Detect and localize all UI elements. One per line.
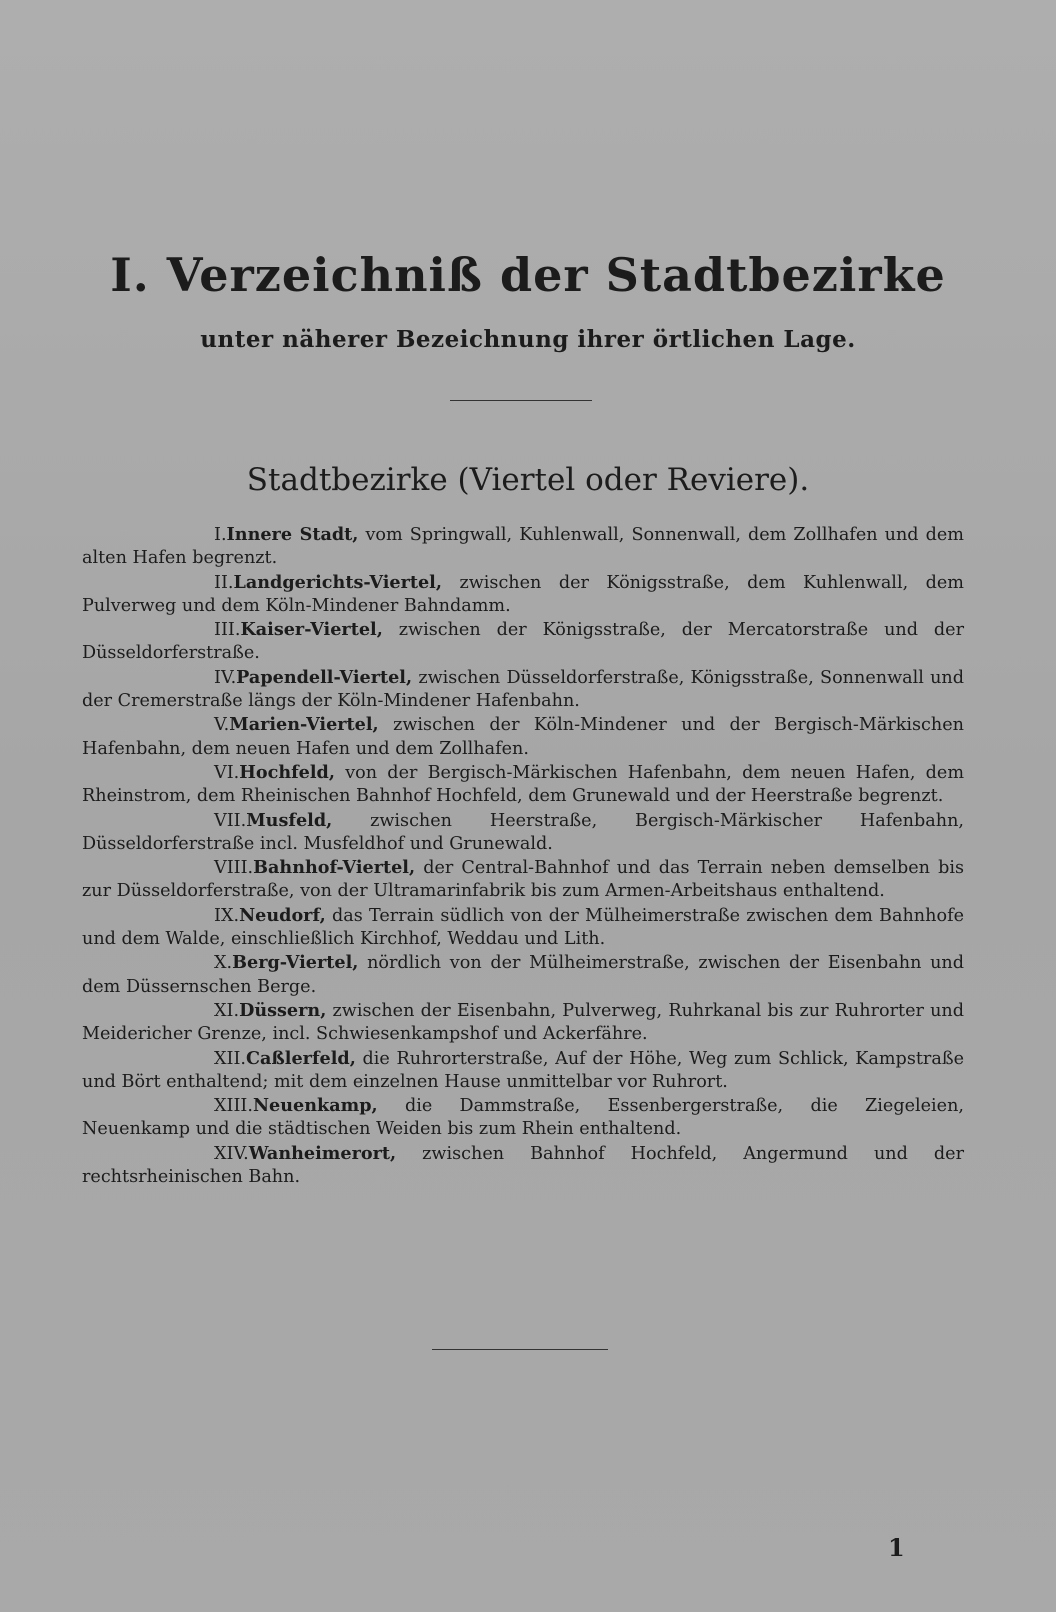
closing-rule [432,1349,608,1350]
district-description: vom Springwall, Kuhlenwall, Sonnenwall, dem Zollhafen und dem alten Hafen begrenzt. [82,525,964,569]
district-entry [82,951,964,999]
district-description: nördlich von der Mülheimerstraße, zwischen der Eisenbahn und dem Düssernschen Berge. [82,953,964,997]
district-name: Innere Stadt, [226,524,359,545]
district-description: von der Bergisch-Märkischen Hafenbahn, dem neuen Hafen, dem Rheinstrom, dem Rheinischen Bahnhof Hochfeld, dem Grunewald und der Heerstraße begrenzt. [82,762,964,807]
district-entry [82,761,964,809]
district-description: zwischen Bahnhof Hochfeld, Angermund und der rechtsrheinischen Bahn. [82,1143,964,1188]
district-number: II. [214,572,234,593]
section-heading: Stadtbezirke (Viertel oder Reviere). [246,462,810,498]
district-name: Hochfeld, [239,761,335,783]
district-entry [82,618,964,666]
district-entry [82,523,964,571]
district-entry [82,904,964,952]
district-description: die Ruhrorterstraße, Auf der Höhe, Weg zum Schlick, Kampstraße und Bört enthaltend; mit dem einzelnen Hause unmittelbar vor Ruhrort. [82,1048,964,1092]
district-entry [82,999,964,1047]
district-number: XIV. [214,1143,249,1164]
district-description: der Central-Bahnhof und das Terrain neben demselben bis zur Düsseldorferstraße, von der Ultramarinfabrik bis zum Armen-Arbeitshaus enthaltend. [82,858,964,902]
district-name: Musfeld, [246,809,333,831]
district-description: zwischen der Eisenbahn, Pulverweg, Ruhrkanal bis zur Ruhrorter und Meidericher Grenze, incl. Schwiesenkampshof und Ackerfähre. [82,1000,964,1045]
district-number: IX. [214,905,240,926]
district-number: VII. [214,810,247,831]
district-description: zwischen der Königsstraße, der Mercatorstraße und der Düsseldorferstraße. [82,620,964,664]
district-description: zwischen der Köln-Mindener und der Bergisch-Märkischen Hafenbahn, dem neuen Hafen und dem Zollhafen. [82,715,964,759]
district-name: Marien-Viertel, [229,714,379,736]
district-list [82,523,964,1189]
page-subtitle: unter näherer Bezeichnung ihrer örtlichen Lage. [200,326,856,353]
district-name: Berg-Viertel, [232,952,359,974]
district-number: VIII. [214,858,254,879]
divider-rule [450,400,592,401]
district-number: III. [214,620,241,641]
district-name: Neudorf, [239,904,326,926]
district-entry [82,713,964,761]
district-name: Neuenkamp, [252,1095,378,1117]
district-description: zwischen Heerstraße, Bergisch-Märkischer Hafenbahn, Düsseldorferstraße incl. Musfeldhof und Grunewald. [82,810,964,854]
district-description: zwischen Düsseldorferstraße, Königsstraße, Sonnenwall und der Cremerstraße längs der Köln-Mindener Hafenbahn. [82,667,964,712]
district-entry [82,666,964,714]
district-number: I. [214,525,227,545]
district-name: Düssern, [239,999,327,1021]
district-description: das Terrain südlich von der Mülheimerstraße zwischen dem Bahnhofe und dem Walde, einschließlich Kirchhof, Weddau und Lith. [82,905,964,950]
district-name: Wanheimerort, [248,1142,397,1164]
district-description: die Dammstraße, Essenbergerstraße, die Ziegeleien, Neuenkamp und die städtischen Weiden bis zum Rhein enthaltend. [82,1096,964,1140]
district-entry [82,809,964,857]
district-number: XII. [214,1048,247,1069]
district-entry [82,856,964,904]
district-number: X. [214,953,233,974]
district-entry [82,1142,964,1190]
district-name: Kaiser-Viertel, [240,619,383,641]
district-description: zwischen der Königsstraße, dem Kuhlenwall, dem Pulverweg und dem Köln-Mindener Bahndamm. [82,572,964,616]
district-number: VI. [214,762,240,783]
district-name: Caßlerfeld, [246,1047,356,1069]
district-number: V. [214,715,230,736]
page-title: I. Verzeichniß der Stadtbezirke [110,248,946,302]
district-number: XI. [214,1000,240,1021]
district-name: Landgerichts-Viertel, [233,571,442,593]
page-number: 1 [888,1533,905,1562]
district-number: XIII. [214,1096,253,1117]
district-entry [82,1094,964,1142]
district-number: IV. [214,667,237,688]
district-name: Bahnhof-Viertel, [253,857,416,879]
district-entry [82,571,964,619]
district-entry [82,1047,964,1095]
district-name: Papendell-Viertel, [236,666,413,688]
